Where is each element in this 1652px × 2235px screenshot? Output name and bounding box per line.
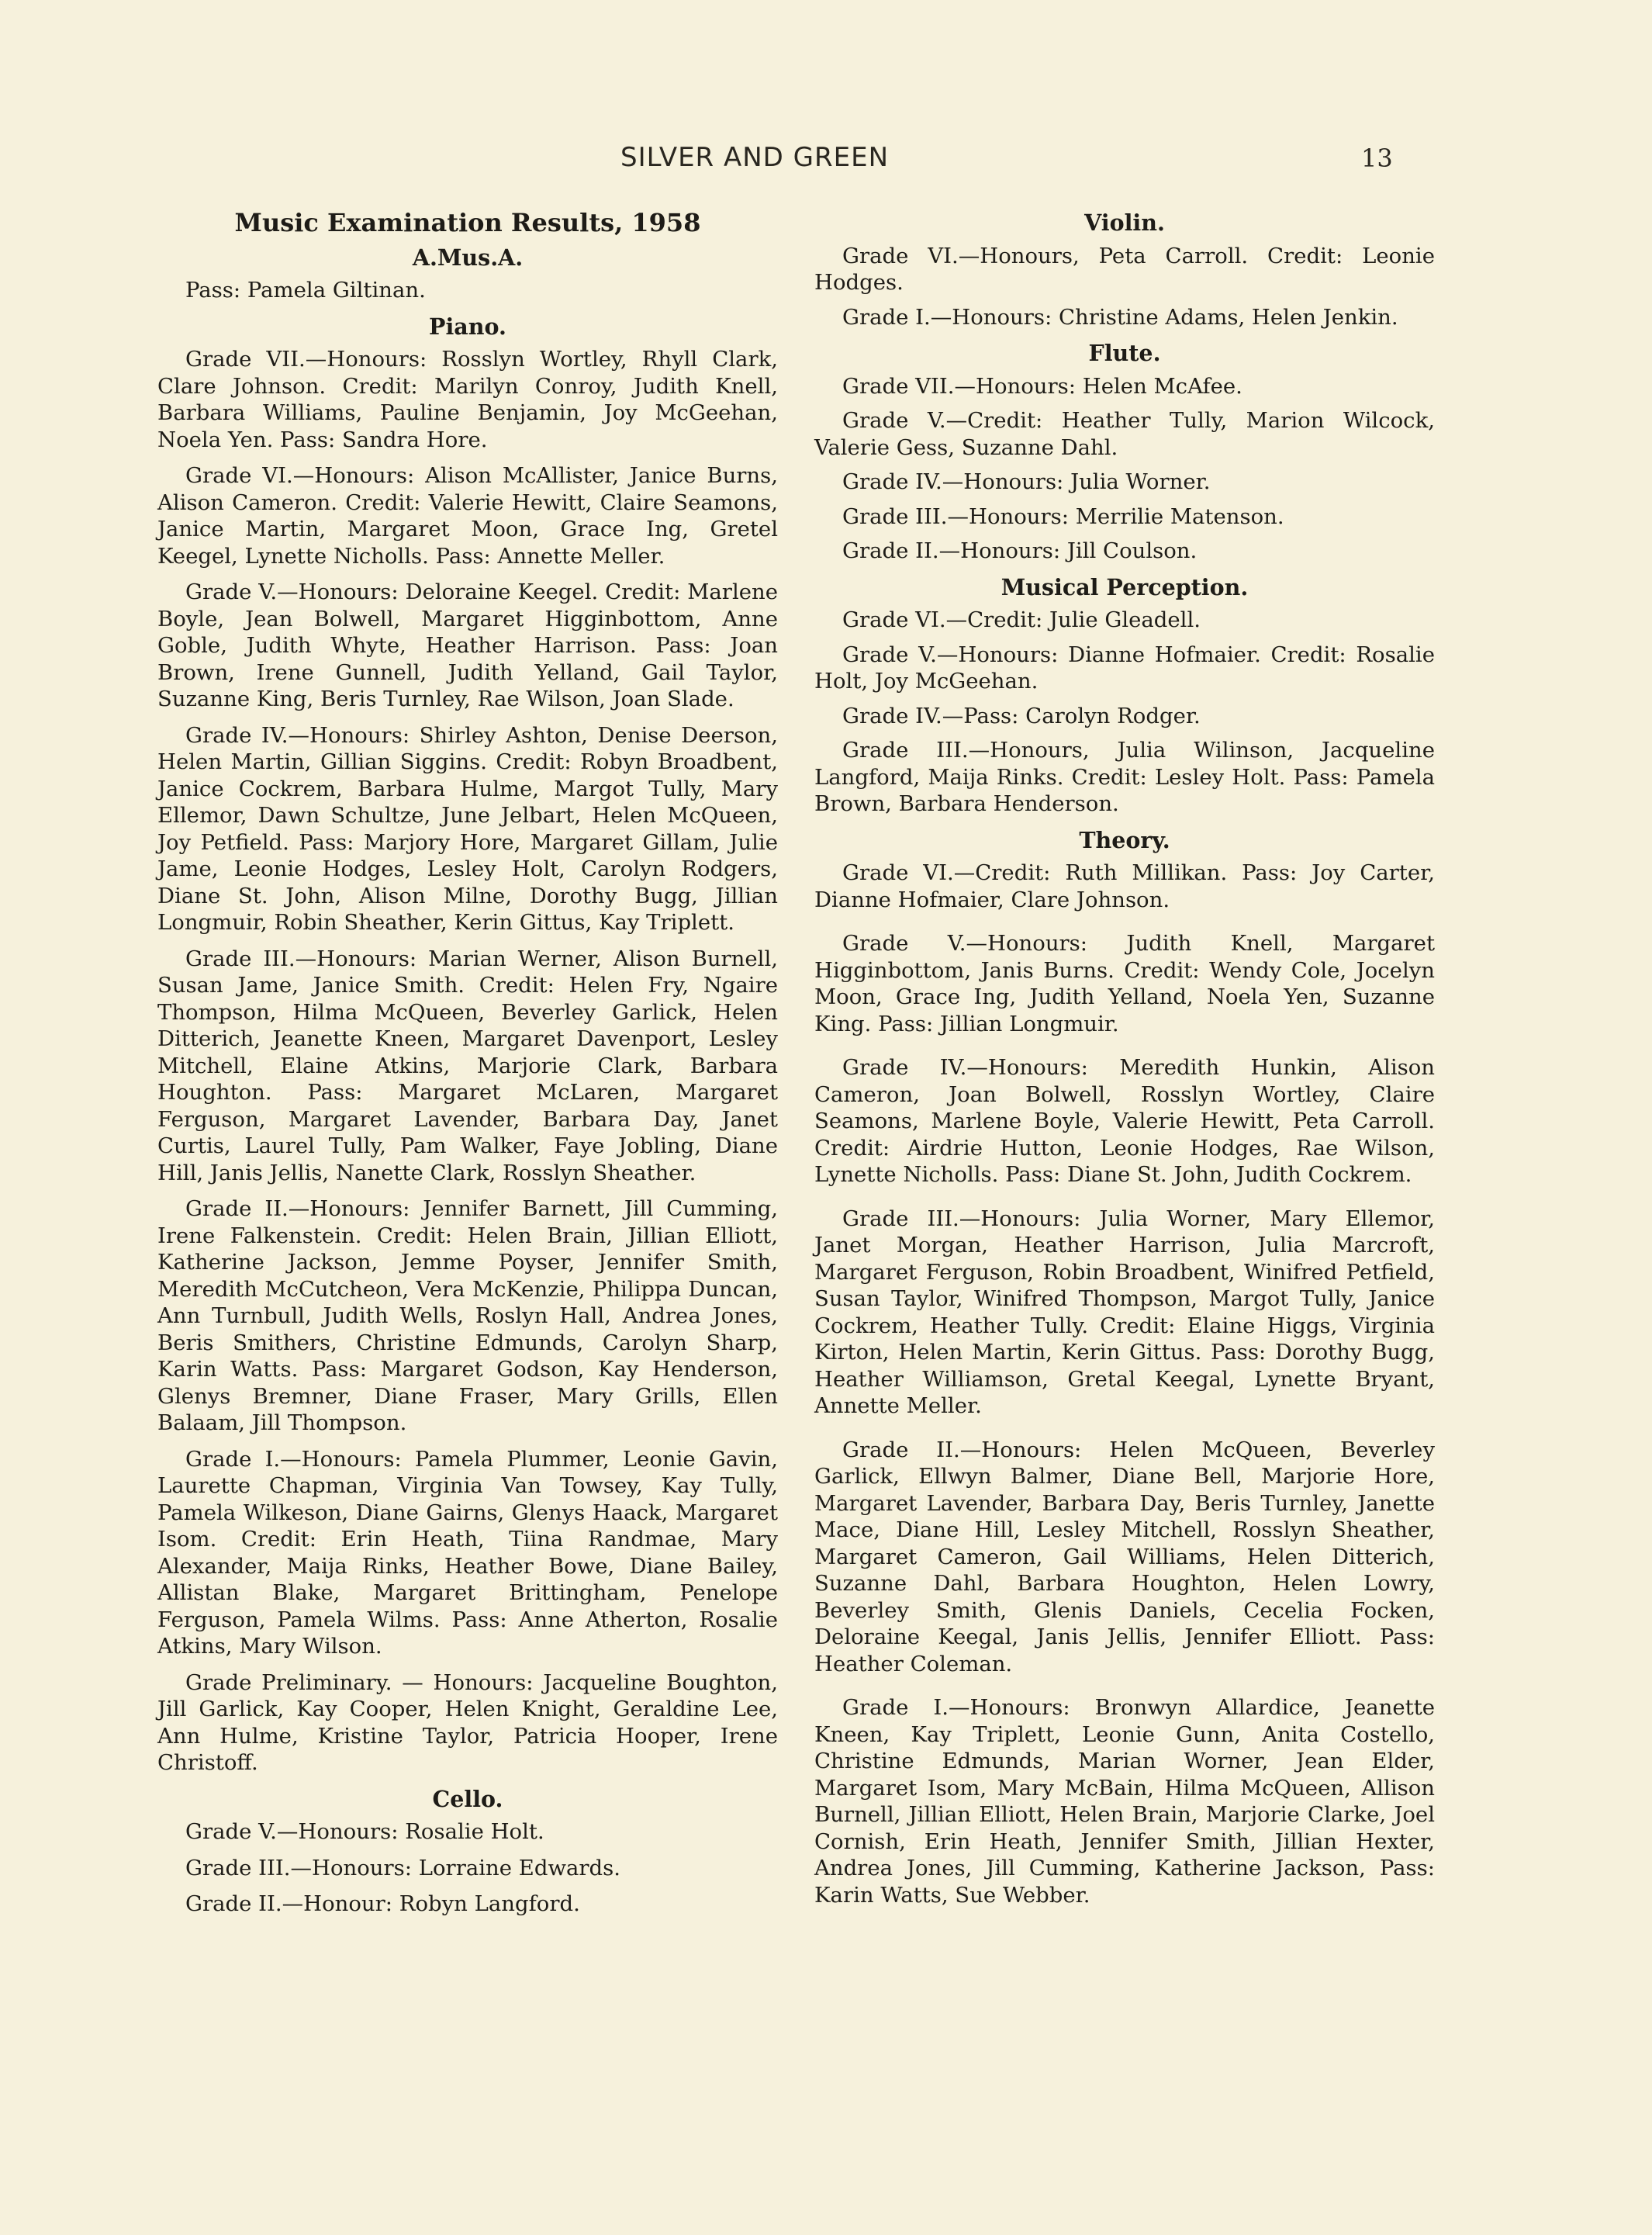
theory-grade-paragraph: Grade II.—Honours: Helen McQueen, Beverley Garlick, Ellwyn Balmer, Diane Bell, Marjorie Hore, Margaret Lavender, Barbara Day, Beris Turnley, Janette Mace, Diane Hill, Lesley Mitchell, Rosslyn Sheather, Margaret Cameron, Gail Williams, Helen Ditterich, Suzanne Dahl, Barbara Houghton, Helen Lowry, Beverley Smith, Glenis Daniels, Cecelia Focken, Deloraine Keegal, Janis Jellis, Jennifer Elliott. Pass: Heather Coleman. [814,1437,1435,1676]
flute-grade-paragraph: Grade IV.—Honours: Julia Worner. [842,469,1211,494]
piano-grade-paragraph: Grade I.—Honours: Pamela Plummer, Leonie Gavin, Laurette Chapman, Virginia Van Towsey, Kay Tully, Pamela Wilkeson, Diane Gairns, Glenys Haack, Margaret Isom. Credit: Erin Heath, Tiina Randmae, Mary Alexander, Maija Rinks, Heather Bowe, Diane Bailey, Allistan Blake, Margaret Brittingham, Penelope Ferguson, Pamela Wilms. Pass: Anne Atherton, Rosalie Atkins, Mary Wilson. [157,1446,778,1659]
section-heading-violin: Violin. [1084,209,1165,236]
perception-grade-paragraph: Grade III.—Honours, Julia Wilinson, Jacqueline Langford, Maija Rinks. Credit: Lesley Holt. Pass: Pamela Brown, Barbara Henderson. [814,738,1435,816]
cello-grade-paragraph: Grade II.—Honour: Robyn Langford. [185,1891,580,1916]
section-heading-amusa: A.Mus.A. [412,244,524,271]
section-heading-flute: Flute. [1088,340,1161,366]
perception-grade-paragraph: Grade IV.—Pass: Carolyn Rodger. [842,703,1201,728]
right-column [814,209,1435,1916]
piano-grade-paragraph: Grade V.—Honours: Deloraine Keegel. Credit: Marlene Boyle, Jean Bolwell, Margaret Higginbottom, Anne Goble, Judith Whyte, Heather Harrison. Pass: Joan Brown, Irene Gunnell, Judith Yelland, Gail Taylor, Suzanne King, Beris Turnley, Rae Wilson, Joan Slade. [157,580,778,711]
violin-grade-paragraph: Grade VI.—Honours, Peta Carroll. Credit: Leonie Hodges. [814,243,1435,295]
theory-grade-paragraph: Grade I.—Honours: Bronwyn Allardice, Jeanette Kneen, Kay Triplett, Leonie Gunn, Anita Costello, Christine Edmunds, Marian Worner, Jean Elder, Margaret Isom, Mary McBain, Hilma McQueen, Allison Burnell, Jillian Elliott, Helen Brain, Marjorie Clarke, Joel Cornish, Erin Heath, Jennifer Smith, Jillian Hexter, Andrea Jones, Jill Cumming, Katherine Jackson, Pass: Karin Watts, Sue Webber. [814,1695,1435,1908]
piano-grade-paragraph: Grade III.—Honours: Marian Werner, Alison Burnell, Susan Jame, Janice Smith. Credit: Helen Fry, Ngaire Thompson, Hilma McQueen, Beverley Garlick, Helen Ditterich, Jeanette Kneen, Margaret Davenport, Lesley Mitchell, Elaine Atkins, Marjorie Clark, Barbara Houghton. Pass: Margaret McLaren, Margaret Ferguson, Margaret Lavender, Barbara Day, Janet Curtis, Laurel Tully, Pam Walker, Faye Jobling, Diane Hill, Janis Jellis, Nanette Clark, Rosslyn Sheather. [157,946,778,1185]
section-heading-musical-perception: Musical Perception. [1001,573,1249,600]
flute-grade-paragraph: Grade III.—Honours: Merrilie Matenson. [842,503,1284,529]
running-title: SILVER AND GREEN [620,142,890,173]
theory-grade-paragraph: Grade IV.—Honours: Meredith Hunkin, Alison Cameron, Joan Bolwell, Rosslyn Wortley, Claire Seamons, Marlene Boyle, Valerie Hewitt, Peta Carroll. Credit: Airdrie Hutton, Leonie Hodges, Rae Wilson, Lynette Nicholls. Pass: Diane St. John, Judith Cockrem. [814,1055,1435,1187]
theory-grade-paragraph: Grade III.—Honours: Julia Worner, Mary Ellemor, Janet Morgan, Heather Harrison, Julia Marcroft, Margaret Ferguson, Robin Broadbent, Winifred Petfield, Susan Taylor, Winifred Thompson, Margot Tully, Janice Cockrem, Heather Tully. Credit: Elaine Higgs, Virginia Kirton, Helen Martin, Kerin Gittus. Pass: Dorothy Bugg, Heather Williamson, Gretal Keegal, Lynette Bryant, Annette Meller. [814,1206,1435,1418]
theory-grade-paragraph: Grade V.—Honours: Judith Knell, Margaret Higginbottom, Janis Burns. Credit: Wendy Cole, Jocelyn Moon, Grace Ing, Judith Yelland, Noela Yen, Suzanne King. Pass: Jillian Longmuir. [814,931,1435,1036]
section-heading-theory: Theory. [1079,826,1170,853]
amusa-result: Pass: Pamela Giltinan. [185,278,426,303]
cello-grade-paragraph: Grade III.—Honours: Lorraine Edwards. [185,1855,620,1880]
piano-grade-paragraph: Grade VI.—Honours: Alison McAllister, Janice Burns, Alison Cameron. Credit: Valerie Hewitt, Claire Seamons, Janice Martin, Margaret Moon, Grace Ing, Gretel Keegel, Lynette Nicholls. Pass: Annette Meller. [157,463,778,569]
theory-grade-paragraph: Grade VI.—Credit: Ruth Millikan. Pass: Joy Carter, Dianne Hofmaier, Clare Johnson. [814,860,1435,912]
flute-grade-paragraph: Grade VII.—Honours: Helen McAfee. [842,373,1242,399]
left-column [157,209,778,1927]
article-title: Music Examination Results, 1958 [234,208,701,237]
piano-grade-paragraph: Grade IV.—Honours: Shirley Ashton, Denise Deerson, Helen Martin, Gillian Siggins. Credit: Robyn Broadbent, Janice Cockrem, Barbara Hulme, Margot Tully, Mary Ellemor, Dawn Schultze, June Jelbart, Helen McQueen, Joy Petfield. Pass: Marjory Hore, Margaret Gillam, Julie Jame, Leonie Hodges, Lesley Holt, Carolyn Rodgers, Diane St. John, Alison Milne, Dorothy Bugg, Jillian Longmuir, Robin Sheather, Kerin Gittus, Kay Triplett. [157,722,778,935]
piano-grade-paragraph: Grade Preliminary. — Honours: Jacqueline Boughton, Jill Garlick, Kay Cooper, Helen Knight, Geraldine Lee, Ann Hulme, Kristine Taylor, Patricia Hooper, Irene Christoff. [157,1669,778,1775]
perception-grade-paragraph: Grade V.—Honours: Dianne Hofmaier. Credit: Rosalie Holt, Joy McGeehan. [814,642,1435,694]
perception-grade-paragraph: Grade VI.—Credit: Julie Gleadell. [842,607,1201,632]
cello-grade-paragraph: Grade V.—Honours: Rosalie Holt. [185,1819,544,1844]
piano-grade-paragraph: Grade VII.—Honours: Rosslyn Wortley, Rhyll Clark, Clare Johnson. Credit: Marilyn Conroy, Judith Knell, Barbara Williams, Pauline Benjamin, Joy McGeehan, Noela Yen. Pass: Sandra Hore. [157,347,778,452]
section-heading-cello: Cello. [432,1785,503,1812]
flute-grade-paragraph: Grade II.—Honours: Jill Coulson. [842,538,1198,563]
flute-grade-paragraph: Grade V.—Credit: Heather Tully, Marion Wilcock, Valerie Gess, Suzanne Dahl. [814,408,1435,460]
section-heading-piano: Piano. [429,313,506,340]
page-number: 13 [1361,144,1393,173]
piano-grade-paragraph: Grade II.—Honours: Jennifer Barnett, Jill Cumming, Irene Falkenstein. Credit: Helen Brain, Jillian Elliott, Katherine Jackson, Jemme Poyser, Jennifer Smith, Meredith McCutcheon, Vera McKenzie, Philippa Duncan, Ann Turnbull, Judith Wells, Roslyn Hall, Andrea Jones, Beris Smithers, Christine Edmunds, Carolyn Sharp, Karin Watts. Pass: Margaret Godson, Kay Henderson, Glenys Bremner, Diane Fraser, Mary Grills, Ellen Balaam, Jill Thompson. [157,1196,778,1435]
violin-grade-paragraph: Grade I.—Honours: Christine Adams, Helen Jenkin. [842,304,1398,330]
